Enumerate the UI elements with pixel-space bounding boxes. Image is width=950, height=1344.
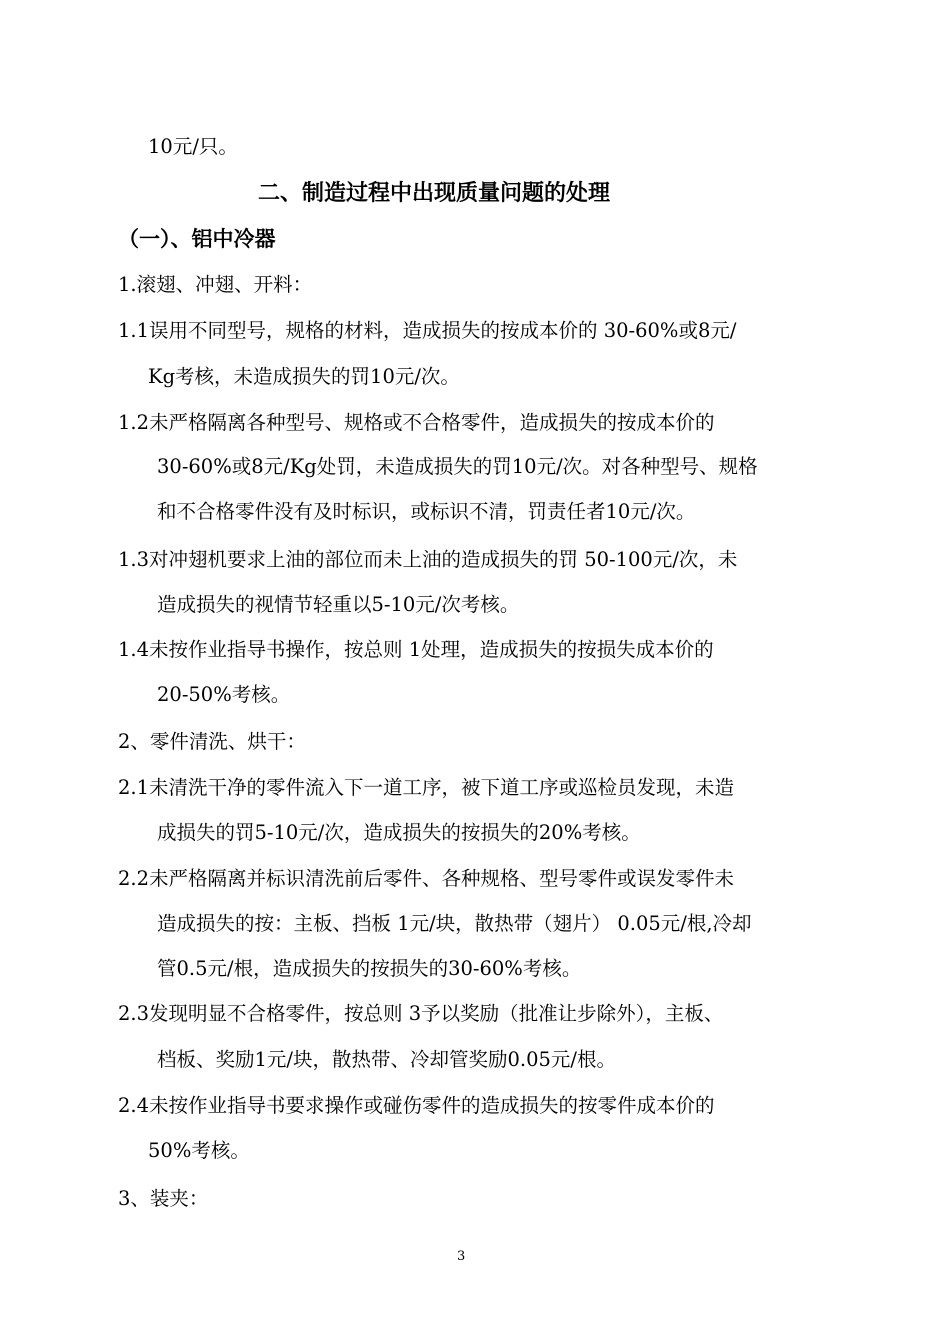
text-line: 1.1误用不同型号，规格的材料，造成损失的按成本价的 30-60%或8元/ (118, 319, 737, 342)
text-line: 和不合格零件没有及时标识，或标识不清，罚责任者10元/次。 (157, 500, 696, 523)
text-line: 2.2未严格隔离并标识清洗前后零件、各种规格、型号零件或误发零件未 (118, 867, 735, 890)
text-line: 2.4未按作业指导书要求操作或碰伤零件的造成损失的按零件成本价的 (118, 1094, 715, 1117)
text-line: 20-50%考核。 (157, 683, 291, 706)
text-line: 管0.5元/根，造成损失的按损失的30-60%考核。 (157, 957, 582, 980)
text-line: 1.2未严格隔离各种型号、规格或不合格零件，造成损失的按成本价的 (118, 411, 715, 434)
subsection-heading: （一）、铝中冷器 (118, 226, 276, 251)
item-heading: 1.滚翅、冲翅、开料： (118, 273, 313, 296)
text-line: 造成损失的视情节轻重以5-10元/次考核。 (157, 593, 520, 616)
item-heading: 3、装夹： (118, 1187, 209, 1210)
text-line: 1.4未按作业指导书操作，按总则 1处理，造成损失的按损失成本价的 (118, 638, 714, 661)
page-number: 3 (457, 1249, 466, 1264)
item-heading: 2、零件清洗、烘干： (118, 730, 306, 753)
text-line: 成损失的罚5-10元/次，造成损失的按损失的20%考核。 (157, 821, 641, 844)
text-line: 2.1未清洗干净的零件流入下一道工序，被下道工序或巡检员发现，未造 (118, 776, 735, 799)
section-heading: 二、制造过程中出现质量问题的处理 (258, 180, 611, 206)
text-line: 50%考核。 (148, 1139, 250, 1162)
text-line: 10元/只。 (148, 135, 238, 158)
text-line: 30-60%或8元/Kg处罚，未造成损失的罚10元/次。对各种型号、规格 (157, 455, 758, 478)
text-line: 2.3发现明显不合格零件，按总则 3予以奖励（批准让步除外），主板、 (118, 1002, 724, 1025)
text-line: 1.3对冲翅机要求上油的部位而未上油的造成损失的罚 50-100元/次，未 (118, 548, 738, 571)
text-line: 造成损失的按：主板、挡板 1元/块，散热带（翅片） 0.05元/根,冷却 (157, 912, 752, 935)
text-line: 档板、奖励1元/块，散热带、冷却管奖励0.05元/根。 (157, 1048, 616, 1071)
text-line: Kg考核，未造成损失的罚10元/次。 (148, 365, 460, 388)
